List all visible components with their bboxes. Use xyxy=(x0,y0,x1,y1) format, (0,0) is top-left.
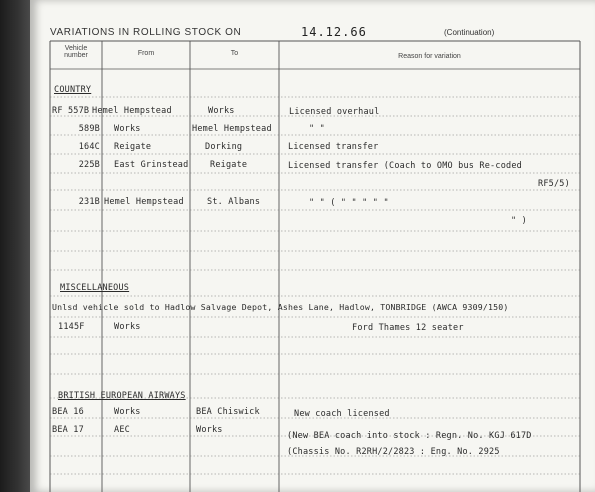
to-location: Works xyxy=(208,106,235,116)
from-location: Works xyxy=(114,322,141,332)
vehicle-number: 1145F xyxy=(58,322,85,332)
to-location: Reigate xyxy=(210,160,248,170)
from-location: Hemel Hempstead xyxy=(104,197,184,207)
document-date: 14.12.66 xyxy=(301,25,367,39)
continuation-label: (Continuation) xyxy=(444,28,495,37)
variation-reason: Licensed overhaul xyxy=(289,107,380,117)
from-location: AEC xyxy=(114,425,130,435)
column-header-vehicle-line2: number xyxy=(64,52,88,59)
scan-edge xyxy=(0,0,30,492)
document-title: VARIATIONS IN ROLLING STOCK ON xyxy=(50,27,242,38)
to-location: BEA Chiswick xyxy=(196,407,260,417)
vehicle-number: BEA 17 xyxy=(52,425,84,435)
vehicle-number: 225B xyxy=(78,160,100,170)
column-header-vehicle xyxy=(52,45,100,59)
column-header-reason: Reason for variation xyxy=(398,53,461,60)
from-location: Hemel Hempstead xyxy=(92,106,172,116)
to-location: Dorking xyxy=(205,142,243,152)
from-location: Reigate xyxy=(114,142,152,152)
from-location: Works xyxy=(114,407,141,417)
variation-reason: New coach licensed xyxy=(294,409,390,419)
variation-reason-continued: (Chassis No. R2RH/2/2823 : Eng. No. 2925 xyxy=(287,447,500,457)
from-location: East Grinstead xyxy=(114,160,189,170)
to-location: St. Albans xyxy=(207,197,261,207)
column-header-to: To xyxy=(230,50,239,57)
document-sheet xyxy=(30,0,595,492)
to-location: Works xyxy=(196,425,223,435)
section-heading-bea: BRITISH EUROPEAN AIRWAYS xyxy=(58,391,186,401)
variation-reason: Ford Thames 12 seater xyxy=(352,323,464,333)
vehicle-number: 164C xyxy=(78,142,100,152)
from-location: Works xyxy=(114,124,141,134)
section-heading-miscellaneous: MISCELLANEOUS xyxy=(60,283,130,293)
vehicle-number: BEA 16 xyxy=(52,407,84,417)
to-location: Hemel Hempstead xyxy=(192,124,272,134)
variation-reason-continued: " ) xyxy=(511,216,527,226)
vehicle-number: 589B xyxy=(78,124,100,134)
vehicle-number: 231B xyxy=(78,197,100,207)
variation-reason: (New BEA coach into stock : Regn. No. KGJ 617D xyxy=(287,431,532,441)
variation-reason: " " xyxy=(309,124,325,134)
column-header-from: From xyxy=(137,50,155,57)
vehicle-number: RF 557B xyxy=(52,106,90,116)
variation-reason: Licensed transfer xyxy=(288,142,379,152)
variation-reason: " " ( " " " " " xyxy=(309,198,389,208)
sale-note: Unlsd vehicle sold to Hadlow Salvage Depot, Ashes Lane, Hadlow, TONBRIDGE (AWCA 9309/150) xyxy=(52,302,509,312)
variation-reason: Licensed transfer (Coach to OMO bus Re-coded xyxy=(288,161,522,171)
variation-reason-continued: RF5/5) xyxy=(538,179,570,189)
column-header-vehicle-line1: Vehicle xyxy=(64,45,88,52)
section-heading-country: COUNTRY xyxy=(54,85,92,95)
